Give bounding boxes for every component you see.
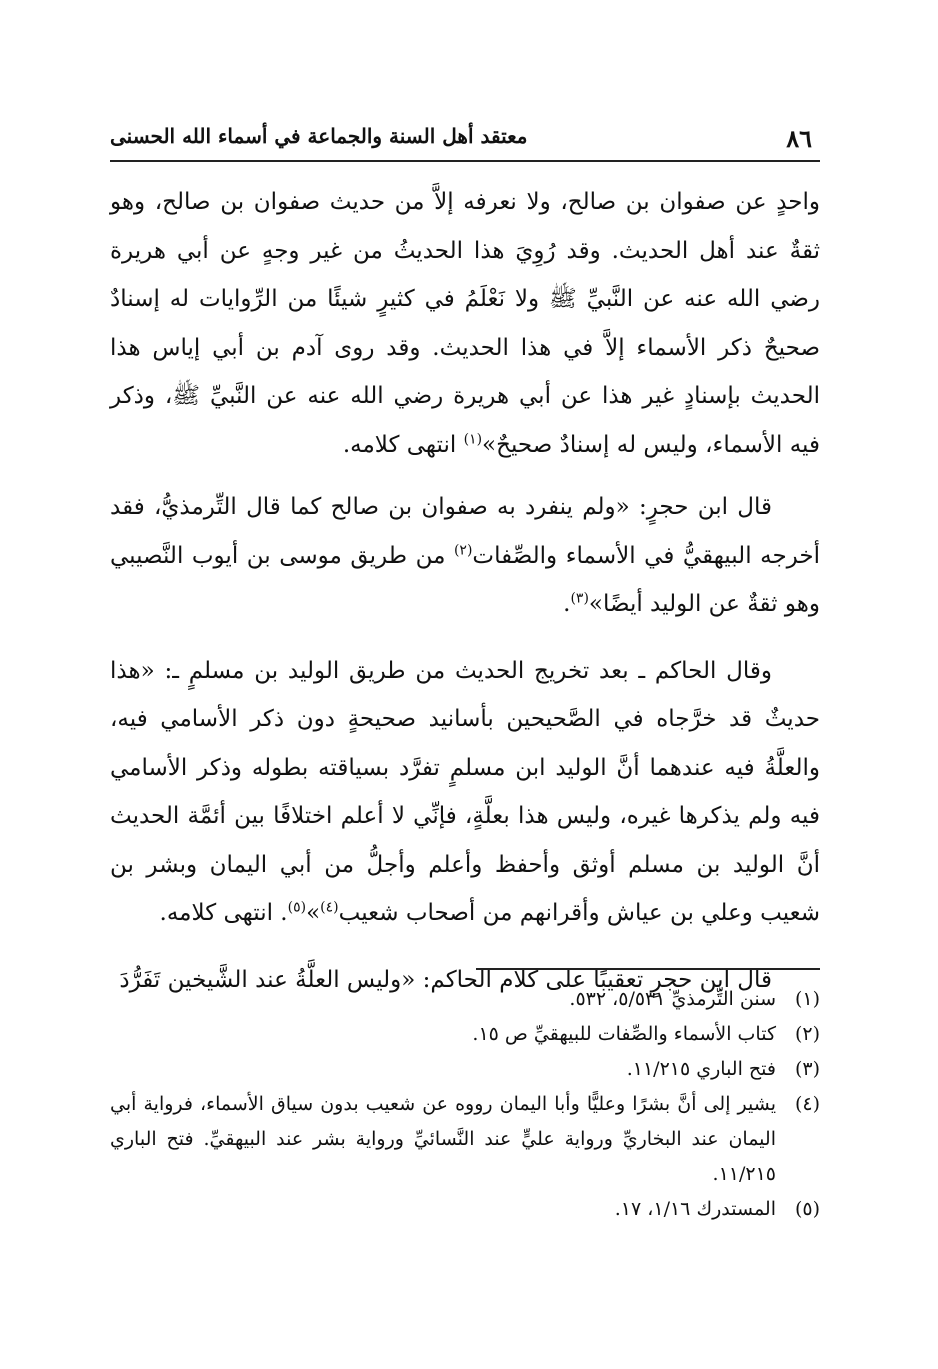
paragraph-3	[110, 647, 820, 938]
header-divider	[110, 160, 820, 162]
paragraph-2-middle: من طريق موسى بن أيوب النَّصيبي وهو ثقةٌ عن الوليد أيضًا»	[110, 542, 820, 617]
footnote-number: (٣)	[794, 1058, 820, 1080]
footnote-number: (٤)	[794, 1093, 820, 1115]
footnote-3	[110, 1052, 820, 1087]
footnote-1	[110, 982, 820, 1017]
footnote-number: (٢)	[794, 1023, 820, 1045]
paragraph-3-text: وقال الحاكم ـ بعد تخريج الحديث من طريق الوليد بن مسلمٍ ـ: «هذا حديثٌ قد خرَّجاه في الصَّحيحين بأسانيد صحيحةٍ دون ذكر الأسامي فيه، والعلَّةُ فيه عندهما أنَّ الوليد ابن مسلمٍ تفرَّد بسياقته بطوله وذكر الأسامي فيه ولم يذكرها غيره، وليس هذا بعلَّةٍ، فإنِّي لا أعلم اختلافًا بين أئمَّة الحديث أنَّ الوليد بن مسلم أوثق وأحفظ وأعلم وأجلُّ من أبي اليمان وبشر بن شعيب وعلي بن عياش وأقرانهم من أصحاب شعيب	[110, 657, 820, 926]
footnote-ref-3: (٣)	[570, 590, 589, 607]
footnote-5	[110, 1192, 820, 1227]
page-header	[110, 118, 820, 158]
footnote-text: المستدرك ١/١٦، ١٧.	[614, 1198, 776, 1220]
footnote-ref-1: (١)	[463, 430, 483, 447]
footnote-2	[110, 1017, 820, 1052]
paragraph-2-tail: .	[563, 591, 571, 617]
footnote-text: سنن التِّرمذيِّ ٥/٥٣١، ٥٣٢.	[569, 988, 776, 1010]
footnote-4	[110, 1087, 820, 1192]
paragraph-4-text: قال ابن حجرٍ تعقيبًا على كلام الحاكم: «وليس العلَّةُ عند الشَّيخين تَفَرُّدَ	[119, 966, 772, 993]
page-number: ٨٦	[786, 124, 812, 153]
paragraph-3-middle: »	[306, 900, 321, 926]
running-title: معتقد أهل السنة والجماعة في أسماء الله الحسنى	[110, 124, 528, 148]
footnote-text: فتح الباري ١١/٢١٥.	[626, 1058, 776, 1080]
paragraph-2-text: قال ابن حجرٍ: «ولم ينفرد به صفوان بن صالح كما قال التِّرمذيُّ، فقد أخرجه البيهقيُّ في الأسماء والصِّفات	[110, 494, 820, 569]
footnote-text: يشير إلى أنَّ بشرًا وعليًّا وأبا اليمان رووه عن شعيب بدون سياق الأسماء، فرواية أبي اليمان عند البخاريِّ ورواية عليٍّ عند النَّسائيِّ ورواية بشر عند البيهقيِّ. فتح الباري ١١/٢١٥.	[110, 1093, 776, 1185]
paragraph-1-tail: انتهى كلامه.	[342, 431, 464, 458]
main-text	[110, 178, 820, 1022]
footnote-ref-4: (٤)	[320, 899, 339, 916]
footnote-number: (٥)	[794, 1198, 820, 1220]
paragraph-2	[110, 483, 820, 629]
footnotes	[110, 982, 820, 1227]
paragraph-1-text: واحدٍ عن صفوان بن صالح، ولا نعرفه إلاَّ من حديث صفوان بن صالح، وهو ثقةٌ عند أهل الحديث. وقد رُوِيَ هذا الحديثُ من غير وجهٍ عن أبي هريرة رضي الله عنه عن النَّبيِّ ﷺ ولا نَعْلَمُ في كثيرٍ شيئًا من الرِّوايات له إسنادٌ صحيحٌ ذكر الأسماء إلاَّ في هذا الحديث. وقد روى آدم بن أبي إياس هذا الحديث بإسنادٍ غير هذا عن أبي هريرة رضي الله عنه عن النَّبيِّ ﷺ، وذكر فيه الأسماء، وليس له إسنادٌ صحيحٌ»	[110, 189, 820, 458]
paragraph-3-tail: . انتهى كلامه.	[159, 900, 288, 926]
footnote-ref-2: (٢)	[453, 541, 473, 558]
footnote-number: (١)	[794, 988, 820, 1010]
footnote-divider	[476, 968, 820, 970]
footnote-text: كتاب الأسماء والصِّفات للبيهقيِّ ص ١٥.	[472, 1023, 776, 1045]
paragraph-1	[110, 178, 820, 469]
footnote-ref-5: (٥)	[287, 899, 307, 916]
